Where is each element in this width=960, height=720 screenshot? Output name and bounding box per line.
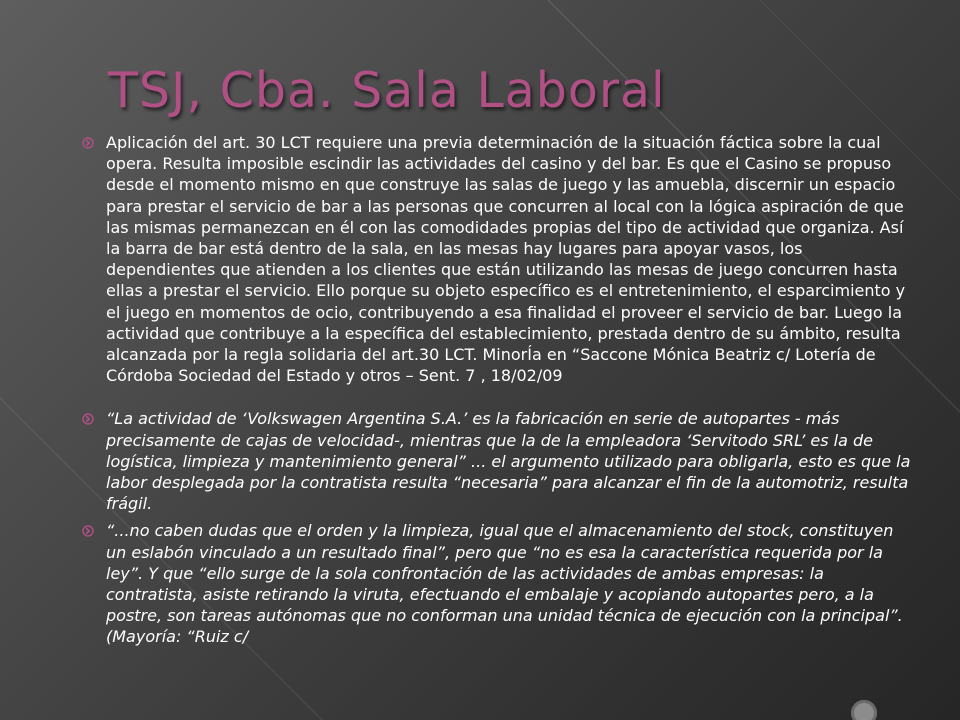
bullet-item <box>82 520 912 647</box>
bullet-item <box>82 132 912 386</box>
circle-button-icon[interactable] <box>851 700 877 720</box>
bullet-text: “La actividad de ‘Volkswagen Argentina S.A.’ es la fabricación en serie de autopartes - más precisamente de cajas de velocidad-, mientras que la de la empleadora ‘Servitodo SRL’ es la de logística, limpieza y mantenimiento general” ... el argumento utilizado para obligarla, esto es que la labor desplegada por la contratista resulta “necesaria” para alcanzar el fin de la automotriz, resulta frágil. <box>106 409 911 514</box>
bullet-text: Aplicación del art. 30 LCT requiere una previa determinación de la situación fáctica sobre la cual opera. Resulta imposible escindir las actividades del casino y del bar. Es que el Casino se propuso desde el momento mismo en que construye las salas de juego y las amuebla, discernir un espacio para prestar el servicio de bar a las personas que concurren al local con la lógica aspiración de que las mismas permanezcan en él con las comodidades propias del tipo de actividad que organiza. Así la barra de bar está dentro de la sala, en las mesas hay lugares para apoyar vasos, los dependientes que atienden a los clientes que están utilizando las mesas de juego concurren hasta ellas a prestar el servicio. Ello porque su objeto específico es el entretenimiento, el esparcimiento y el juego en momentos de ocio, contribuyendo a esa finalidad el proveer el servicio de bar. Luego la actividad que contribuye a la específica del establecimiento, prestada dentro de su ámbito, resulta alcanzada por la regla solidaria del art.30 LCT. MinorÍa en “Saccone Mónica Beatriz c/ Lotería de Córdoba Sociedad del Estado y otros – Sent. 7 , 18/02/09 <box>106 133 906 386</box>
bullet-text: “...no caben dudas que el orden y la limpieza, igual que el almacenamiento del stock, constituyen un eslabón vinculado a un resultado final”, pero que “no es esa la característica requerida por la ley”. Y que “ello surge de la sola confrontación de las actividades de ambas empresas: la contratista, asiste retirando la viruta, efectuando el embalaje y acopiando autopartes pero, a la postre, son tareas autónomas que no conforman una unidad técnica de ejecución con la principal”. (Mayoría: “Ruiz c/ <box>106 521 903 647</box>
circled-arrow-icon <box>82 137 94 149</box>
bullet-item <box>82 408 912 514</box>
circled-arrow-icon <box>82 525 94 537</box>
circled-arrow-icon <box>82 413 94 425</box>
slide-title: TSJ, Cba. Sala Laboral <box>108 62 666 119</box>
bullet-list <box>82 132 912 648</box>
